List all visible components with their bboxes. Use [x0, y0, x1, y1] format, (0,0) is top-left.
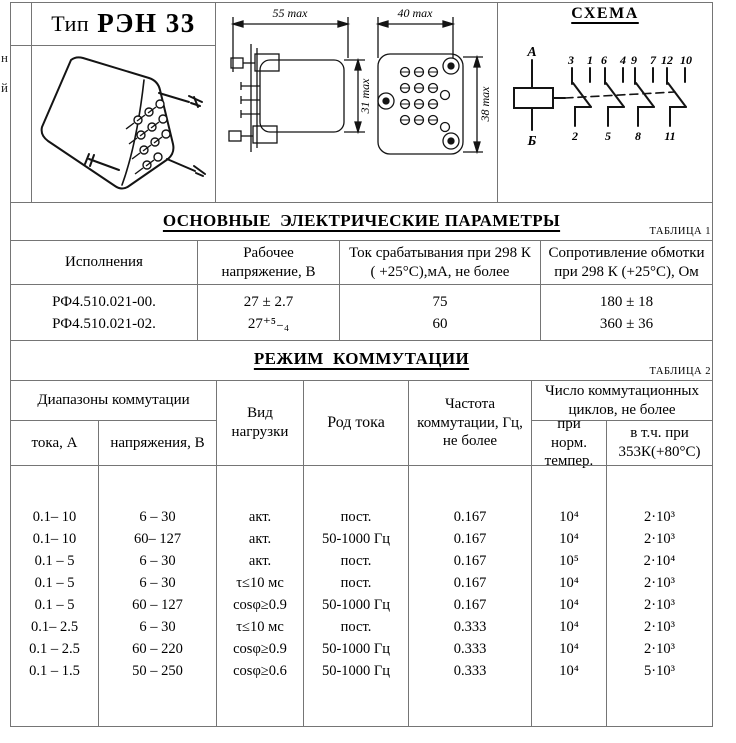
- cell-line: 60– 127: [133, 531, 182, 547]
- t1-data-resistance: [540, 284, 713, 341]
- t2-data-current-range: [10, 465, 99, 727]
- cropped-margin-char: й: [1, 80, 8, 95]
- cell-line: 0.167: [453, 553, 487, 569]
- t2-data-load-type: [216, 465, 304, 727]
- cell-line: 0.1 – 2.5: [29, 641, 80, 657]
- pin-number: 8: [635, 129, 641, 143]
- t2-header-voltage-range: напряжения, В: [98, 420, 217, 466]
- t2-header-cycles-hot: в т.ч. при 353К(+80°С): [606, 420, 713, 466]
- cell-line: 0.1 – 5: [34, 575, 75, 591]
- cell-line: 0.1 – 5: [34, 553, 75, 569]
- t1-header-voltage: Рабочее напряжение, В: [197, 240, 340, 285]
- cell-line: акт.: [248, 553, 272, 569]
- cell-line: 10⁵: [559, 553, 579, 569]
- cell-line: 6 – 30: [139, 553, 176, 569]
- t2-header-current-range: тока, А: [10, 420, 99, 466]
- cell-line: 50-1000 Гц: [321, 531, 391, 547]
- cell-line: 10⁴: [559, 641, 579, 657]
- cell-line: пост.: [340, 575, 372, 591]
- dim-height-front: 38 max: [478, 86, 492, 122]
- coil-terminal-a: А: [527, 45, 537, 60]
- pin-number: 12: [661, 53, 673, 67]
- page-title: [32, 2, 215, 45]
- schema-title: СХЕМА: [571, 5, 639, 22]
- cell-line: 0.333: [453, 663, 487, 679]
- cell-line: τ≤10 мс: [236, 575, 284, 591]
- t1-header-current: Ток срабатывания при 298 К ( +25°С),мА, не более: [339, 240, 541, 285]
- cell-line: 2·10⁴: [643, 553, 676, 569]
- cell-line: 60: [432, 316, 448, 332]
- pin-number: 1: [587, 53, 593, 67]
- cell-line: 0.1– 10: [32, 531, 77, 547]
- cell-line: 6 – 30: [139, 575, 176, 591]
- pin-number: 11: [664, 129, 676, 143]
- divider: [10, 202, 713, 203]
- cell-line: 2·10³: [644, 509, 675, 525]
- t2-header-ranges-group: Диапазоны коммутации: [10, 380, 217, 421]
- cell-line: 0.1– 10: [32, 509, 77, 525]
- coil-terminal-b: Б: [527, 134, 537, 149]
- pin-number: 5: [605, 129, 611, 143]
- t2-data-voltage-range: [98, 465, 217, 727]
- t2-data-cycles-normal: [531, 465, 607, 727]
- cell-line: пост.: [340, 509, 372, 525]
- t2-data-cycles-hot: [606, 465, 713, 727]
- cell-line: 0.333: [453, 641, 487, 657]
- cell-line: 10⁴: [559, 619, 579, 635]
- cell-line: 180 ± 18: [599, 294, 654, 310]
- cell-line: 50-1000 Гц: [321, 663, 391, 679]
- cell-line: акт.: [248, 531, 272, 547]
- cell-line: 6 – 30: [139, 509, 176, 525]
- cell-line: РФ4.510.021-00.: [52, 294, 156, 310]
- t2-data-current-kind: [303, 465, 409, 727]
- pin-number: 2: [572, 129, 578, 143]
- cell-line: 2·10³: [644, 619, 675, 635]
- t1-data-voltage: [197, 284, 340, 341]
- cell-line: пост.: [340, 619, 372, 635]
- cell-line: cosφ≥0.6: [233, 663, 287, 679]
- pin-number: 6: [601, 53, 607, 67]
- pin-number: 7: [650, 53, 656, 67]
- pin-number: 10: [680, 53, 692, 67]
- table2-title: РЕЖИМ КОММУТАЦИИ: [253, 349, 470, 368]
- cell-line: РФ4.510.021-02.: [52, 316, 156, 332]
- cell-line: 360 ± 36: [599, 316, 654, 332]
- table2-tag: ТАБЛИЦА 2: [649, 366, 711, 377]
- dim-height-side: 31 max: [358, 78, 372, 114]
- t2-data-frequency: [408, 465, 532, 727]
- cell-line: 60 – 220: [132, 641, 183, 657]
- pin-number: 4: [620, 53, 626, 67]
- cell-line: 6 – 30: [139, 619, 176, 635]
- cell-line: 0.1– 2.5: [30, 619, 79, 635]
- cell-line: 5·10³: [644, 663, 675, 679]
- cell-line: 2·10³: [644, 575, 675, 591]
- cell-line: 10⁴: [559, 597, 579, 613]
- cell-line: 50 – 250: [132, 663, 183, 679]
- table1-title-band: [10, 204, 713, 238]
- cell-line: 0.167: [453, 509, 487, 525]
- cell-line: 0.167: [453, 531, 487, 547]
- t1-data-current: [339, 284, 541, 341]
- cell-line: 50-1000 Гц: [321, 641, 391, 657]
- cell-line: 27 ± 2.7: [243, 294, 294, 310]
- cell-line: 75: [432, 294, 448, 310]
- pin-number: 9: [631, 53, 637, 67]
- table1-tag: ТАБЛИЦА 1: [649, 226, 711, 237]
- t1-header-resistance: Сопротивление обмотки при 298 К (+25°С), Ом: [540, 240, 713, 285]
- t2-header-frequency: Частота коммутации, Гц, не более: [408, 380, 532, 466]
- t2-header-cycles-normal: при норм. темпер.: [531, 420, 607, 466]
- cell-line: 10⁴: [559, 509, 579, 525]
- pin-number: 3: [568, 53, 574, 67]
- cell-line: 50-1000 Гц: [321, 597, 391, 613]
- cell-line: 0.167: [453, 575, 487, 591]
- dim-width-front: 40 max: [397, 6, 433, 20]
- cell-line: 27⁺⁵₋₄: [247, 316, 290, 332]
- cell-line: cosφ≥0.9: [233, 597, 287, 613]
- t1-header-executions: Исполнения: [10, 240, 198, 285]
- relay-isometric-drawing: [31, 46, 215, 201]
- cell-line: 0.333: [453, 619, 487, 635]
- dimension-drawings: [215, 2, 497, 202]
- model-name: РЭН 33: [97, 8, 196, 38]
- t1-data-executions: [10, 284, 198, 341]
- dim-width-side: 55 max: [272, 6, 308, 20]
- type-label: Тип: [51, 10, 90, 36]
- table1-title: ОСНОВНЫЕ ЭЛЕКТРИЧЕСКИЕ ПАРАМЕТРЫ: [162, 211, 561, 230]
- cell-line: 2·10³: [644, 531, 675, 547]
- cell-line: 0.1 – 1.5: [29, 663, 80, 679]
- t2-header-load-type: Вид нагрузки: [216, 380, 304, 466]
- schema-header: [497, 5, 713, 33]
- cell-line: 10⁴: [559, 575, 579, 591]
- cell-line: пост.: [340, 553, 372, 569]
- cropped-margin-char: н: [1, 50, 8, 65]
- relay-contact-schematic: [497, 40, 713, 162]
- cell-line: 10⁴: [559, 531, 579, 547]
- cell-line: 10⁴: [559, 663, 579, 679]
- cell-line: cosφ≥0.9: [233, 641, 287, 657]
- cell-line: 2·10³: [644, 641, 675, 657]
- t2-header-cycles-group: Число коммутационных циклов, не более: [531, 380, 713, 421]
- table2-title-band: [10, 343, 713, 375]
- cell-line: 0.167: [453, 597, 487, 613]
- cell-line: 2·10³: [644, 597, 675, 613]
- cell-line: 0.1 – 5: [34, 597, 75, 613]
- t2-header-current-kind: Род тока: [303, 380, 409, 466]
- cell-line: 60 – 127: [132, 597, 183, 613]
- cell-line: τ≤10 мс: [236, 619, 284, 635]
- cell-line: акт.: [248, 509, 272, 525]
